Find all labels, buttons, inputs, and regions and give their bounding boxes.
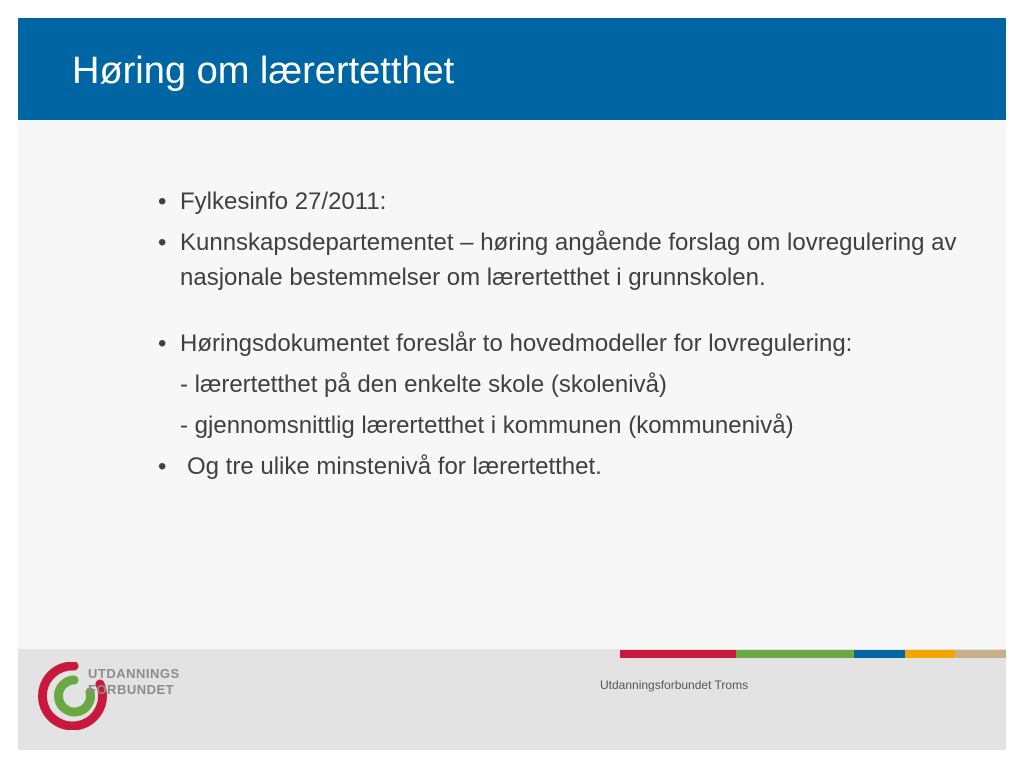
- bullet-item: [154, 225, 984, 295]
- slide-body: [154, 184, 984, 490]
- logo-line-2: FORBUNDET: [88, 682, 175, 697]
- bullet-text-2: Kunnskapsdepartementet – høring angående forslag om lovregulering av nasjonale bestemmelser om lærertetthet i grunnskolen.: [180, 229, 957, 291]
- sub-item-1: - lærertetthet på den enkelte skole (skolenivå): [180, 371, 667, 398]
- stripe-blue: [854, 650, 905, 658]
- bullet-text-4: Og tre ulike minstenivå for lærertetthet.: [187, 453, 602, 480]
- bullet-marker: •: [158, 229, 167, 256]
- bullet-item: [154, 326, 984, 361]
- stripe-red: [620, 650, 736, 658]
- title-bar: [18, 18, 1006, 120]
- bullet-item: [154, 449, 984, 484]
- bullet-text-1: Fylkesinfo 27/2011:: [180, 188, 387, 215]
- stripe-tan: [955, 650, 1006, 658]
- sub-item-2: - gjennomsnittlig lærertetthet i kommunen (kommunenivå): [180, 412, 794, 439]
- bullet-text-3: Høringsdokumentet foreslår to hovedmodeller for lovregulering:: [180, 330, 853, 357]
- bullet-marker: •: [158, 188, 167, 215]
- slide-title: Høring om lærertetthet: [72, 50, 455, 92]
- stripe-green: [736, 650, 854, 658]
- stripe-yellow: [905, 650, 955, 658]
- logo-line-1: UTDANNINGS: [88, 666, 180, 681]
- bullet-marker: •: [158, 453, 167, 480]
- bullet-item: [154, 184, 984, 219]
- spacer: [154, 301, 984, 326]
- footer-organization: Utdanningsforbundet Troms: [600, 678, 749, 692]
- bullet-marker: •: [158, 330, 167, 357]
- logo-wordmark: [88, 666, 180, 698]
